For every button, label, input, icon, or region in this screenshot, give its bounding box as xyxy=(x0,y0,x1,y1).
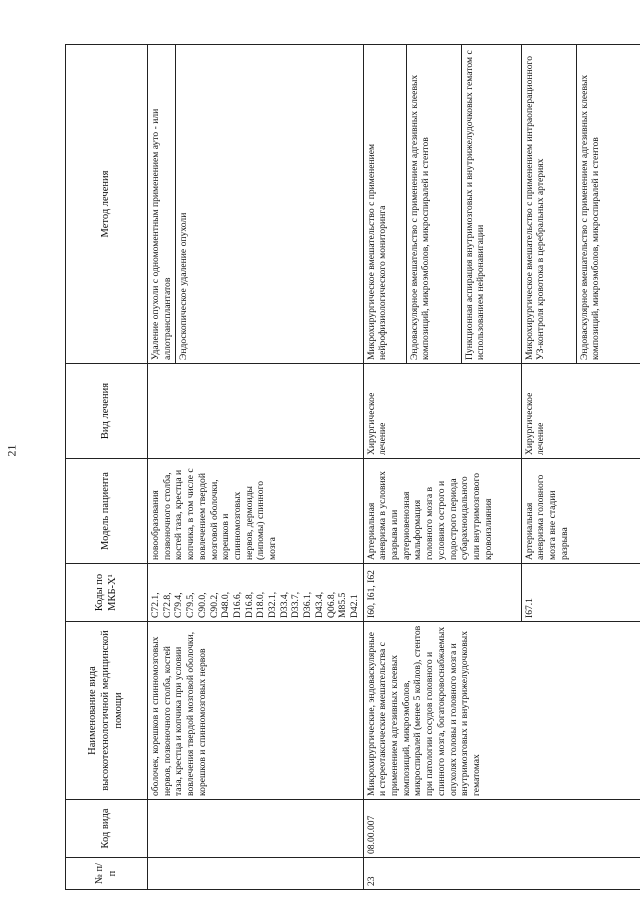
cell-num: 23 xyxy=(363,858,640,890)
cell-icd: C72.1, C72.8, C79.4, C79.5, C90.0, C90.2, D48.0, D16.6, D16.8, D18.0, D32.1, D33.4, D33.7, D36.1, D43.4, Q06.8, M85.5 D42.1 xyxy=(148,564,364,622)
method-item: Микрохирургическое вмешательство с применением нейрофизиологического мониторинга xyxy=(364,45,407,363)
header-num: № п/п xyxy=(66,858,148,890)
cell-num xyxy=(148,858,364,890)
cell-type: Хирургическое лечение xyxy=(521,364,640,459)
header-method: Метод лечения xyxy=(66,45,148,364)
header-icd: Коды по МКБ-X¹ xyxy=(66,564,148,622)
header-name: Наименование вида высокотехнологичной медицинской помощи xyxy=(66,622,148,800)
treatment-table xyxy=(65,44,640,890)
method-item: Удаление опухоли с одномоментным применением ауто - или аллотрансплантатов xyxy=(148,45,176,363)
page-number: 21 xyxy=(4,444,19,457)
cell-name: оболочек, корешков и спинномозговых нервов, позвоночного столба, костей таза, крестца и копчика при условии вовлечения твердой мозговой оболочки, корешков и спинномозговых нервов xyxy=(148,622,364,800)
method-item: Эндоскопическое удаление опухоли xyxy=(178,212,190,360)
method-item: Микрохирургическое вмешательство с применением интраоперационного УЗ-контроля кровотока в церебральных артериях xyxy=(522,45,577,363)
header-row xyxy=(66,45,148,890)
cell-model: Артериальная аневризма в условиях разрыва или артериовенозная мальформация головного мозга в условиях острого и подострого периода субарахноидального или внутримозгового кровоизлияния xyxy=(363,459,521,564)
cell-type xyxy=(148,364,364,459)
cell-model: новообразования позвоночного столба, костей таза, крестца и копчика, в том числе с вовлечением твердой мозговой оболочки, корешков и спинномозговых нервов, дермоиды (липомы) спинного мозга xyxy=(148,459,364,564)
cell-icd: I60, I61, I62 xyxy=(363,564,521,622)
header-code: Код вида xyxy=(66,800,148,858)
rotated-table-container xyxy=(65,45,605,890)
header-type: Вид лечения xyxy=(66,364,148,459)
header-model: Модель пациента xyxy=(66,459,148,564)
cell-method xyxy=(148,45,364,364)
table-row xyxy=(148,45,364,890)
method-item: Пункционная аспирация внутримозговых и внутрижелудочковых гематом с использованием нейронавигации xyxy=(463,50,487,360)
cell-code: 08.00.007 xyxy=(363,800,640,858)
method-item: Эндоваскулярное вмешательство с применением адгезивных клеевых композиций, микроэмболов, микроспиралей и стентов xyxy=(578,74,602,360)
cell-icd: I67.1 xyxy=(521,564,640,622)
table-row xyxy=(363,45,521,890)
cell-code xyxy=(148,800,364,858)
cell-method xyxy=(521,45,640,364)
cell-type: Хирургическое лечение xyxy=(363,364,521,459)
cell-model: Артериальная аневризма головного мозга вне стадии разрыва xyxy=(521,459,640,564)
method-item: Эндоваскулярное вмешательство с применением адгезивных клеевых композиций, микроэмболов, микроспиралей и стентов xyxy=(407,45,462,363)
cell-method xyxy=(363,45,521,364)
cell-name: Микрохирургические, эндоваскулярные и стереотаксические вмешательства с применением адгезивных клеевых композиций, микроэмболов, микроспиралей (менее 5 койлов), стентов при патологии сосудов головного и спинного мозга, богатокровоснабжаемых опухолях головы и головного мозга и внутримозговых и внутрижелудочковых гематомах xyxy=(363,622,640,800)
